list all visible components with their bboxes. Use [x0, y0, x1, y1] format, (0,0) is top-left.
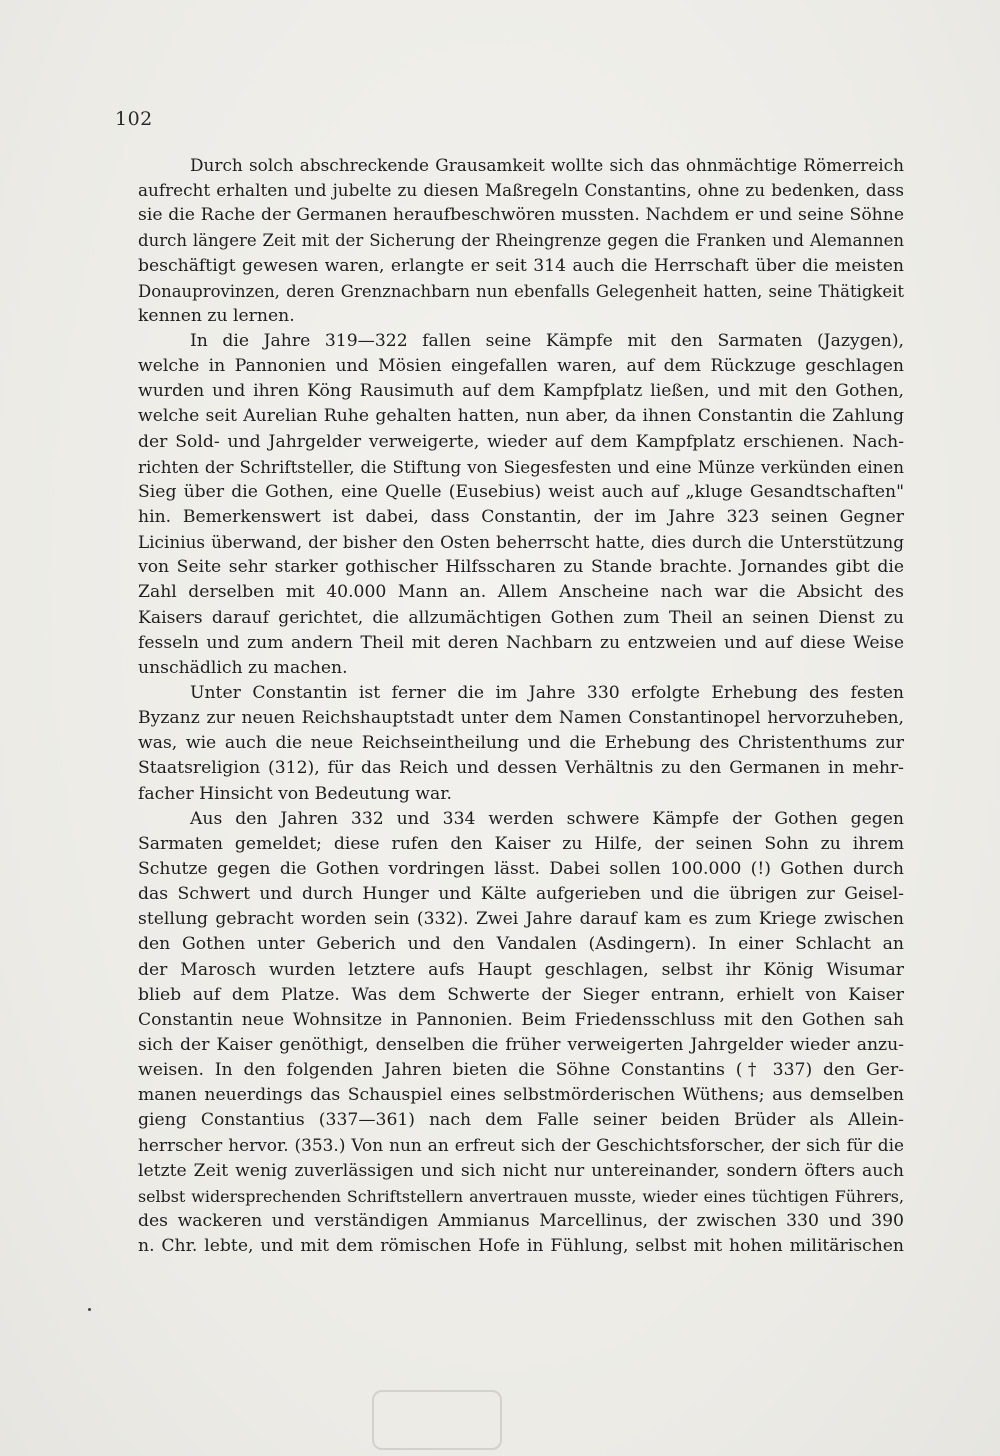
text-line: facher Hinsicht von Bedeutung war. [138, 783, 452, 804]
text-line: Licinius überwand, der bisher den Osten beherrscht hatte, dies durch die Unterstützung [138, 532, 904, 553]
text-line: beschäftigt gewesen waren, erlangte er seit 314 auch die Herrschaft über die meisten [138, 255, 904, 276]
text-line: Sarmaten gemeldet; diese rufen den Kaiser zu Hilfe, der seinen Sohn zu ihrem [138, 833, 904, 854]
text-line: Schutze gegen die Gothen vordringen lässt. Dabei sollen 100.000 (!) Gothen durch [138, 858, 904, 879]
page-number: 102 [115, 108, 153, 130]
text-line: weisen. In den folgenden Jahren bieten die Söhne Constantins († 337) den Ger- [138, 1060, 904, 1081]
text-line: herrscher hervor. (353.) Von nun an erfreut sich der Geschichtsforscher, der sich für die [138, 1135, 904, 1156]
text-line: welche seit Aurelian Ruhe gehalten hatten, nun aber, da ihnen Constantin die Zahlung [138, 406, 904, 427]
text-line: Sieg über die Gothen, eine Quelle (Eusebius) weist auch auf „kluge Gesandtschaften" [138, 481, 904, 502]
text-line: Zahl derselben mit 40.000 Mann an. Allem Anscheine nach war die Absicht des [138, 582, 904, 603]
text-line: was, wie auch die neue Reichseintheilung und die Erhebung des Christenthums zur [138, 733, 904, 754]
text-line: blieb auf dem Platze. Was dem Schwerte der Sieger entrann, erhielt von Kaiser [138, 984, 904, 1005]
text-line: fesseln und zum andern Theil mit deren Nachbarn zu entzweien und auf diese Weise [138, 632, 904, 653]
text-line: hin. Bemerkenswert ist dabei, dass Constantin, der im Jahre 323 seinen Gegner [138, 506, 904, 527]
text-line: aufrecht erhalten und jubelte zu diesen Maßregeln Constantins, ohne zu bedenken, dass [138, 180, 904, 201]
text-line: sie die Rache der Germanen heraufbeschwören mussten. Nachdem er und seine Söhne [138, 205, 904, 226]
text-line: kennen zu lernen. [138, 305, 295, 326]
text-line: des wackeren und verständigen Ammianus Marcellinus, der zwischen 330 und 390 [138, 1210, 904, 1231]
text-line: Aus den Jahren 332 und 334 werden schwere Kämpfe der Gothen gegen [190, 808, 904, 829]
library-stamp [372, 1390, 502, 1450]
text-line: von Seite sehr starker gothischer Hilfsscharen zu Stande brachte. Jornandes gibt die [138, 557, 904, 578]
text-line: Unter Constantin ist ferner die im Jahre 330 erfolgte Erhebung des festen [190, 682, 904, 703]
text-line: welche in Pannonien und Mösien eingefallen waren, auf dem Rückzuge geschlagen [138, 356, 904, 377]
text-line: unschädlich zu machen. [138, 657, 348, 678]
text-line: Constantin neue Wohnsitze in Pannonien. Beim Friedensschluss mit den Gothen sah [138, 1009, 904, 1030]
text-line: wurden und ihren Köng Rausimuth auf dem Kampfplatz ließen, und mit den Gothen, [138, 381, 904, 402]
text-line: Durch solch abschreckende Grausamkeit wollte sich das ohnmächtige Römerreich [190, 155, 904, 175]
text-line: n. Chr. lebte, und mit dem römischen Hofe in Fühlung, selbst mit hohen militärischen [138, 1236, 904, 1257]
text-line: Byzanz zur neuen Reichshauptstadt unter dem Namen Constantinopel hervorzuheben, [138, 708, 904, 729]
text-line: Staatsreligion (312), für das Reich und dessen Verhältnis zu den Germanen in mehr- [138, 758, 904, 779]
text-line: der Marosch wurden letztere aufs Haupt geschlagen, selbst ihr König Wisumar [138, 959, 904, 980]
text-line: sich der Kaiser genöthigt, denselben die früher verweigerten Jahrgelder wieder anzu- [138, 1034, 904, 1055]
ink-speck [88, 1308, 91, 1311]
text-line: den Gothen unter Geberich und den Vandalen (Asdingern). In einer Schlacht an [138, 934, 904, 955]
text-line: das Schwert und durch Hunger und Kälte aufgerieben und die übrigen zur Geisel- [138, 884, 904, 905]
text-line: der Sold- und Jahrgelder verweigerte, wieder auf dem Kampfplatz erschienen. Nach- [138, 431, 904, 452]
text-line: Donauprovinzen, deren Grenznachbarn nun ebenfalls Gelegenheit hatten, seine Thätigkeit [138, 281, 904, 301]
text-line: stellung gebracht worden sein (332). Zwei Jahre darauf kam es zum Kriege zwischen [138, 909, 904, 930]
text-line: Kaisers darauf gerichtet, die allzumächtigen Gothen zum Theil an seinen Dienst zu [138, 607, 904, 628]
text-line: In die Jahre 319—322 fallen seine Kämpfe mit den Sarmaten (Jazygen), [190, 330, 904, 351]
text-line: manen neuerdings das Schauspiel eines selbstmörderischen Wüthens; aus demselben [138, 1085, 904, 1106]
text-line: gieng Constantius (337—361) nach dem Falle seiner beiden Brüder als Allein- [138, 1110, 904, 1131]
text-line: letzte Zeit wenig zuverlässigen und sich nicht nur untereinander, sondern öfters auch [138, 1160, 904, 1181]
text-line: durch längere Zeit mit der Sicherung der Rheingrenze gegen die Franken und Alemannen [138, 231, 904, 251]
text-line: richten der Schriftsteller, die Stiftung von Siegesfesten und eine Münze verkünden einen [138, 456, 904, 477]
text-line: selbst widersprechenden Schriftstellern anvertrauen musste, wieder eines tüchtigen Führers, [138, 1186, 904, 1206]
body-text [138, 153, 904, 1259]
